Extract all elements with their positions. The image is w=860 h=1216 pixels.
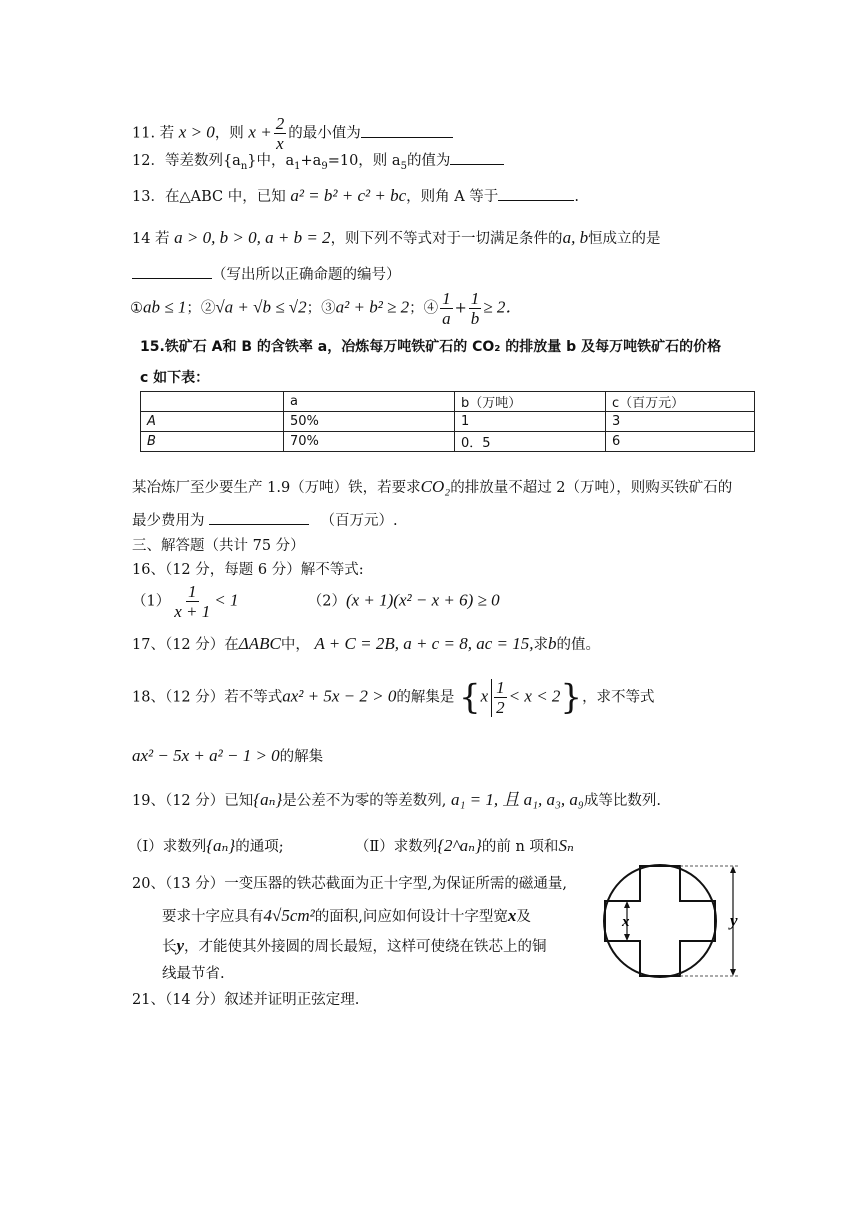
fraction: $\frac{1}{2}$ bbox=[496, 678, 505, 717]
question-14-note: （写出所以正确命题的编号） bbox=[132, 264, 401, 285]
question-17: 17、（12 分）在ΔABC中， A + C = 2B, a + c = 8, ac = 15,求b的值。 bbox=[132, 634, 600, 653]
section-heading: 三、解答题（共计 75 分） bbox=[132, 538, 305, 554]
label-y: y bbox=[730, 911, 738, 930]
question-15-text-2: 最少费用为 （百万元）. bbox=[132, 510, 398, 531]
question-20-line4: 线最节省. bbox=[162, 966, 225, 982]
fraction: $\frac{1}{a}$ bbox=[442, 289, 451, 328]
table-row: B 70% 0．5 6 bbox=[141, 432, 755, 452]
answer-blank[interactable] bbox=[209, 510, 309, 525]
question-14: 14 若 a > 0, b > 0, a + b = 2，则下列不等式对于一切满足条件的a, b恒成立的是 bbox=[132, 228, 661, 247]
question-16: 16、（12 分，每题 6 分）解不等式: bbox=[132, 562, 364, 578]
answer-blank[interactable] bbox=[361, 123, 453, 138]
answer-blank[interactable] bbox=[132, 264, 212, 279]
question-14-options: ①ab ≤ 1；②√a + √b ≤ √2；③a² + b² ≥ 2；④ $\frac{1}{a}$ + $\frac{1}{b}$ ≥ 2． bbox=[130, 289, 523, 328]
question-15-text: 某冶炼厂至少要生产 1.9（万吨）铁，若要求CO₂的排放量不超过 2（万吨），则购买铁矿石的 bbox=[132, 477, 733, 496]
question-20: 20、（13 分）一变压器的铁芯截面为正十字型,为保证所需的磁通量, bbox=[132, 876, 567, 892]
question-20-line2: 要求十字应具有4√5cm²的面积,问应如何设计十字型宽x及 bbox=[162, 906, 531, 925]
question-16-parts: （1） $\frac{1}{x + 1}$ < 1 （2）(x + 1)(x² − x + 6) ≥ 0 bbox=[132, 582, 500, 621]
question-11: 11. 若 x > 0，则 x + $\frac{2}{x}$ 的最小值为 bbox=[132, 114, 453, 153]
fraction: $\frac{1}{x + 1}$ bbox=[174, 582, 211, 621]
ore-table bbox=[140, 391, 755, 452]
answer-blank[interactable] bbox=[450, 150, 504, 165]
question-18: 18、（12 分）若不等式ax² + 5x − 2 > 0的解集是 {x $\frac{1}{2}$ < x < 2}，求不等式 bbox=[132, 677, 655, 718]
fraction: $\frac{1}{b}$ bbox=[470, 289, 480, 328]
question-12: 12．等差数列$\{a_n\}$中，$a_1+a_9=10$，则 $a_5$的值为 bbox=[132, 150, 504, 177]
answer-blank[interactable] bbox=[498, 186, 574, 201]
circumcircle bbox=[604, 865, 716, 977]
question-18-line2: ax² − 5x + a² − 1 > 0的解集 bbox=[132, 746, 324, 765]
question-19: 19、（12 分）已知{aₙ}是公差不为零的等差数列, a₁ = 1, 且 a₁, a₃, a₉成等比数列. bbox=[132, 790, 661, 809]
cross-in-circle-figure bbox=[590, 862, 760, 980]
question-15-line2: c 如下表： bbox=[140, 370, 210, 386]
table-header-row: a b（万吨） c（百万元） bbox=[141, 392, 755, 412]
question-21: 21、（14 分）叙述并证明正弦定理. bbox=[132, 992, 360, 1008]
question-15: 15.铁矿石 A和 B 的含铁率 a，冶炼每万吨铁矿石的 CO₂ 的排放量 b 及每万吨铁矿石的价格 bbox=[140, 339, 722, 355]
label-x: x bbox=[622, 914, 630, 930]
question-19-parts: （Ⅰ）求数列{aₙ}的通项; （Ⅱ）求数列{2^aₙ}的前 n 项和Sₙ bbox=[128, 836, 574, 855]
question-13: 13．在△ABC 中，已知 a² = b² + c² + bc，则角 A 等于 . bbox=[132, 186, 579, 205]
question-20-line3: 长y，才能使其外接圆的周长最短，这样可使绕在铁芯上的铜 bbox=[162, 936, 547, 955]
table-row: A 50% 1 3 bbox=[141, 412, 755, 432]
fraction: $\frac{2}{x}$ bbox=[275, 114, 285, 153]
